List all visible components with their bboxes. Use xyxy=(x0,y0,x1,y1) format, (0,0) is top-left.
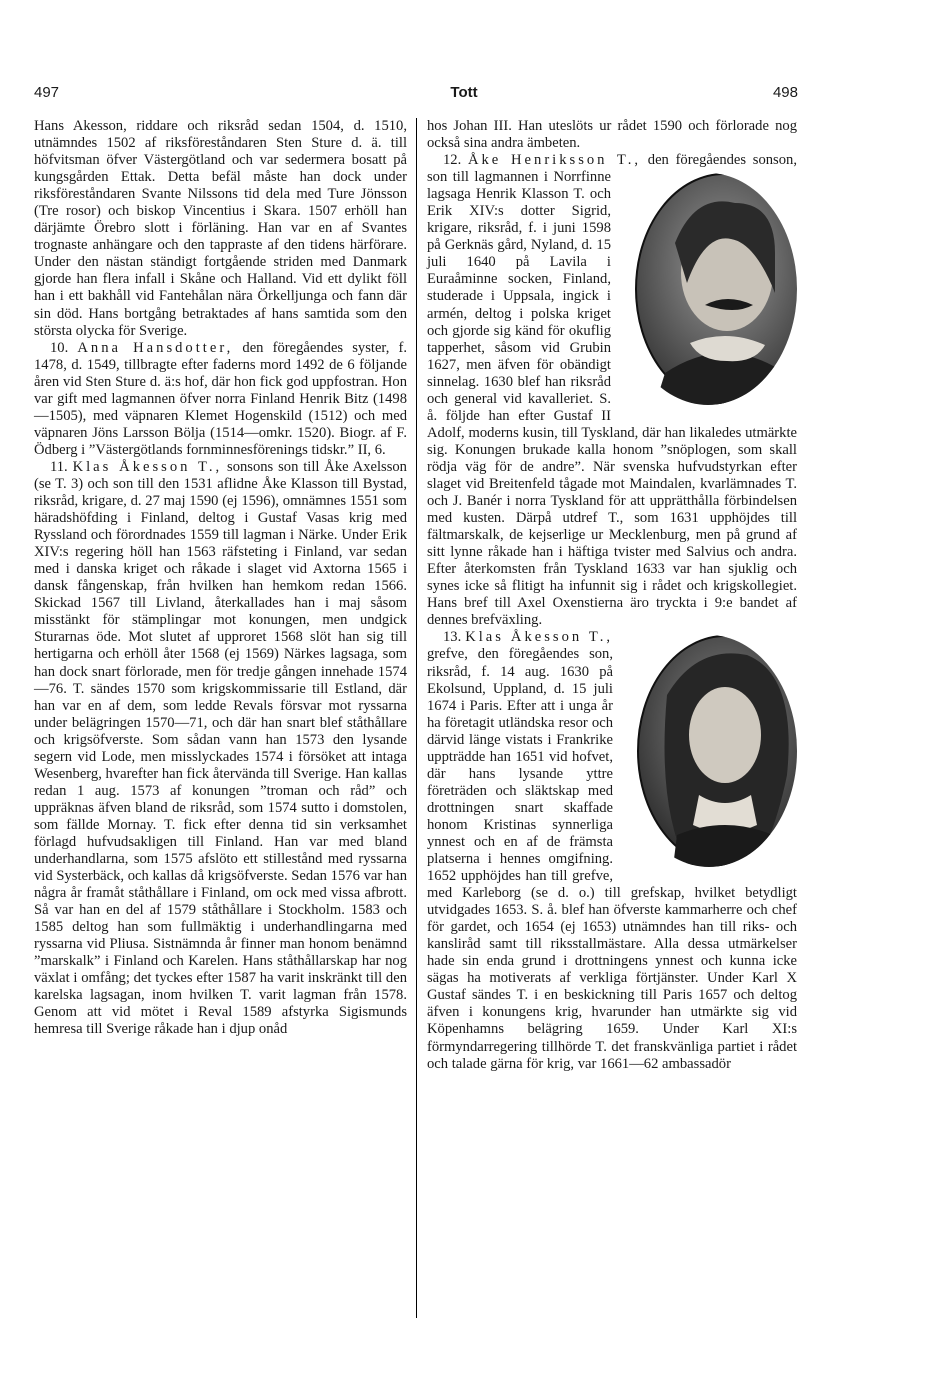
paragraph-continuation: hos Johan III. Han uteslöts ur rådet 1590 och förlorade nog också sina andra ämbeten. xyxy=(427,118,797,152)
entry-number: 10. xyxy=(50,339,69,356)
running-title: Tott xyxy=(450,84,478,101)
right-column xyxy=(427,118,797,1073)
entry-name: Åke Henriksson T., xyxy=(467,152,642,169)
paragraph-klas-akesson-grefve xyxy=(427,629,797,1072)
left-column xyxy=(34,118,407,1039)
page-header xyxy=(0,84,928,108)
entry-name: Klas Åkesson T., xyxy=(465,629,613,646)
portrait-ake-henriksson xyxy=(619,173,797,405)
paragraph-ake-henriksson xyxy=(427,152,797,629)
portrait-klas-akesson xyxy=(621,635,797,867)
entry-number: 12. xyxy=(443,152,462,169)
entry-text: grefve, den föregåendes son, riksråd, f. 14 aug. 1630 på Ekolsund, Uppland, d. 15 juli 1674 i Paris. Efter att i unga år ha företagit utländska resor och därvid länge vistats i Frankrike uppträdde han 1651 vid hofvet, där hans lysande yttre företräden och släktskap med drottningen snart skaffade honom Kristinas synnerliga ynnest och en af de främsta platserna i hennes omgifning. 1652 upphöjdes han till grefve, med Karleborg (se d. o.) till grefskap, hvilket betydligt utvidgades 1653. S. å. blef han öfverste kammarherre och chef för gardet, och 1654 (ej 1653) utnämndes han till riks- och kansliråd samt till riksstallmästare. Alla dessa utmärkelser hade sin enda grund i drottningens ynnest och kunna icke sägas ha motiverats af verkliga förtjänster. Under Karl X Gustaf sändes T. i en beskickning till Paris 1657 och deltog äfven i konungens krig, hvarunder han utmärkte sig vid Köpenhamns belägring 1659. Under Karl XI:s förmyndarregering tillhörde T. det franskvänliga partiet i rådet och talade gärna för krig, var 1661—62 ambassadör xyxy=(427,646,797,1072)
entry-text: sonsons son till Åke Axelsson (se T. 3) och son till den 1531 aflidne Åke Klasson till Bystad, riksråd, krigare, d. 27 maj 1590 (ej 1596), omnämnes 1551 som häradshöfding i Finland, deltog i Gustaf Vasas krig med Ryssland och förordnades 1559 till lagman i Närke. Under Erik XIV:s regering höll han 1563 räfsteting i Finland, var sedan med i danska kriget och råkade i slaget vid Axtorna 1565 i dansk fångenskap, från hvilken han hemkom redan 1566. Skickad 1567 till Livland, återkallades han i maj såsom misstänkt för stämplingar mot konungen, men undgick Sturarnas öde. Mot slutet af upproret 1568 slöt han sig till hertigarna och erhöll åter 1568 (ej 1569) Närkes lagsaga, som han dock snart förlorade, men för tredje gången innehade 1574—76. T. sändes 1570 som krigskommissarie till Estland, där han var en af dem, som ledde Revals försvar mot ryssarna under belägringen 1570—71, och där han snart blef ståthållare och krigsöfverste. Som sådan vann han 1573 den lysande segern vid Lode, men misslyckades 1574 i försöket att intaga Wesenberg, hvarefter han fick återvända till Sverige. Han kallas redan 1 aug. 1573 af konungen ”troman och råd” och uppräknas äfven bland de riksråd, som 1574 sutto i domstolen, som fällde Mornay. T. fick efter denna tid sin verksamhet förlagd hufvudsakligen till Finland. Han var med bland underhandlarna, som 1575 afslöto ett stillestånd med ryssarna vid Systerbäck, och kallas då krigsöfverste. Sedan 1576 var han några år framåt ståthållare i Finland, om ock med vissa afbrott. Så var han en del af 1579 ståthållare i Stockholm. 1583 och 1585 deltog han som fullmäktig i underhandlingarna med ryssarna vid Pliusa. Sistnämnda år finner man honom benämnd ”marskalk” i Finland och Karelen. Hans ståthållarskap har nog växlat i omfång; det tyckes efter 1587 ha varit inskränkt till den karelska lagsagan, inom hvilken T. varit lagman från 1578. Genom att vid mötet i Reval 1589 afstyrka Sigismunds hemresa till Sverige råkade han i djup onåd xyxy=(34,458,407,1038)
page-number-left: 497 xyxy=(34,84,60,101)
entry-name: Anna Hansdotter, xyxy=(77,339,234,356)
entry-text: den föregåendes sonson, son till lagmannen i Norrfinne lagsaga Henrik Klasson T. och Erik XIV:s dotter Sigrid, krigare, riksråd, f. i juni 1598 på Gerknäs gård, Nyland, d. 15 juli 1640 på Lavila i Euraåminne socken, Finland, studerade i Uppsala, ingick i armén, deltog i polska kriget och gjorde sig känd för okuflig tapperhet, såsom vid Grubin 1627, men äfven för obändigt sinnelag. 1630 blef han riksråd och general vid kavalleriet. S. å. följde han efter Gustaf II Adolf, moderns kusin, till Tyskland, där han likaledes utmärkte sig. Konungen brukade kalla honom ”snöplogen, som skall rödja väg för de andre”. När svenska hufvudstyrkan efter slaget vid Breitenfeld tågade mot Maindalen, kvarlämnades T. och J. Banér i norra Tyskland för att upprätthålla förbindelsen med kusten. Därpå utdref T., som 1631 upphöjdes till fältmarskalk, de kejserlige ur Mecklenburg, men på grund af sitt lynne råkade han i häftiga tvister med Salvius och andra. Efter återkomsten från Tyskland 1633 var han sjuklig och synes icke så flitigt ha infunnit sig i rådet och krigskollegiet. Hans bref till Axel Oxenstierna äro tryckta i 9:e bandet af dennes brefväxling. xyxy=(427,152,797,629)
entry-number: 11. xyxy=(50,458,68,475)
column-divider xyxy=(416,118,417,1318)
entry-text: den föregåendes syster, f. 1478, d. 1549, tillbragte efter faderns mord 1492 de 6 följande åren vid Sten Sture d. ä:s hof, där hon fick god uppfostran. Hon var gift med lagmannen öfver norra Finland Henrik Bitz (1498—1505), med väpnaren Klemet Hogenskild (1512) och med väpnaren Jöns Larsson Bölja (1514—omkr. 1520). Biogr. af F. Ödberg i ”Västergötlands fornminnesförenings tidskr.” II, 6. xyxy=(34,339,407,458)
entry-name: Klas Åkesson T., xyxy=(72,458,223,475)
paragraph-klas-akesson xyxy=(34,459,407,1039)
paragraph-anna-hansdotter xyxy=(34,340,407,459)
paragraph-hans-akesson: Hans Akesson, riddare och riksråd sedan 1504, d. 1510, utnämndes 1502 af riksföreståndaren Sten Sture d. ä. till höfvitsman öfver Västergötland och var sedermera bosatt på kungsgården Ettak. Detta befäl måste han dock under riksföreståndaren Svante Nilssons tid dela med Ture Jönsson (Tre rosor) och biskop Vincentius i Skara. 1507 erhöll han därjämte Örebro slott i förläning. Han var en af Svantes trognaste anhängare och den tappraste af den tidens härförare. Under den nästan ständigt fortgående striden med Danmark gjorde han flera infall i Skåne och Halland. Vid ett dylikt föll han i ett bakhåll vid Fantehålan nära Örkelljunga och fann där sin död. Hans bortgång betraktades af hans samtida som den största olycka för Sverige. xyxy=(34,118,407,339)
entry-number: 13. xyxy=(443,629,462,646)
page-number-right: 498 xyxy=(772,84,798,101)
